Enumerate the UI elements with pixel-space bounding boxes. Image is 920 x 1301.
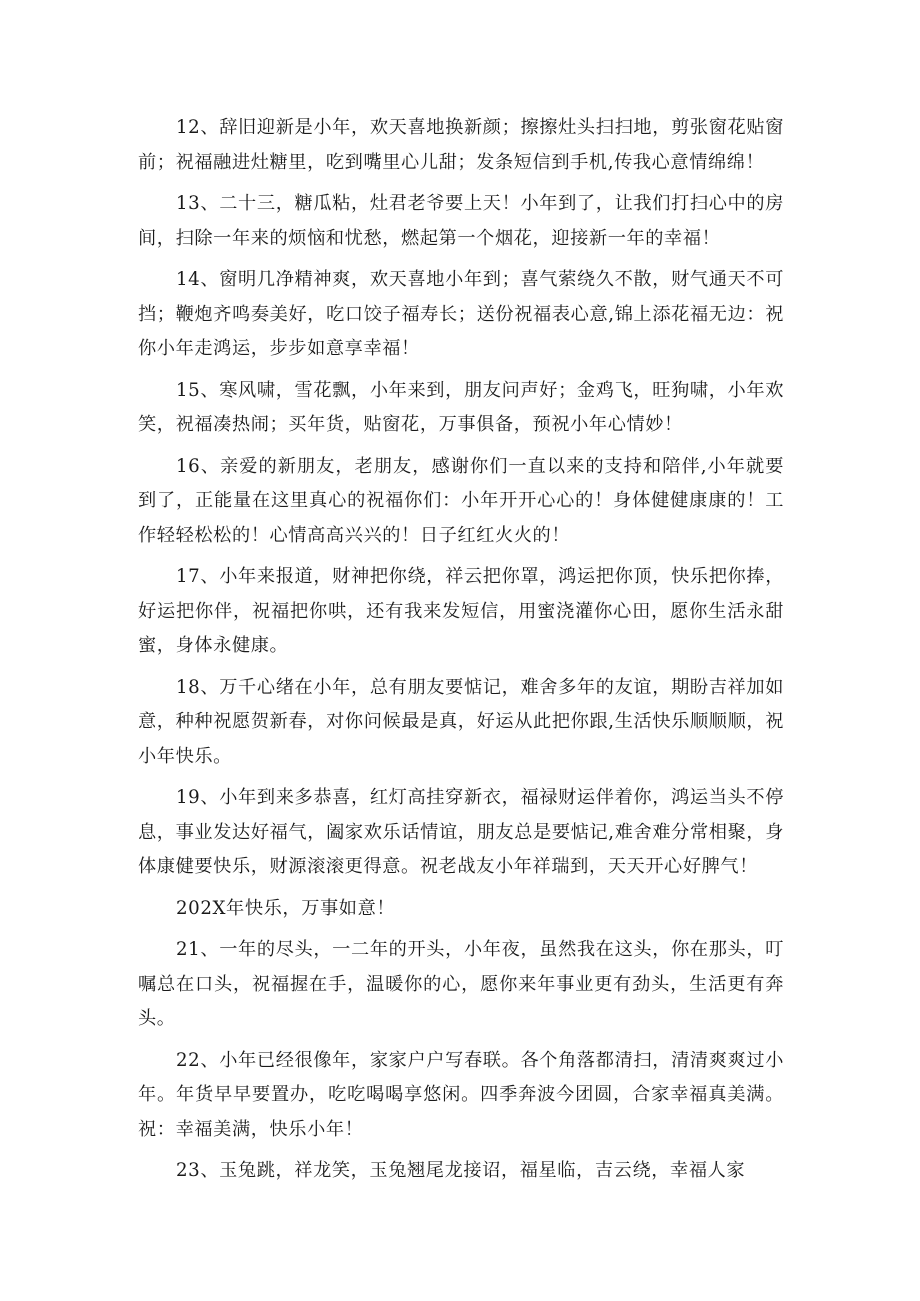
paragraph-23: 23、玉兔跳，祥龙笑，玉兔翘尾龙接诏，福星临，吉云绕，幸福人家 [176,1160,746,1181]
paragraph-14: 14、窗明几净精神爽，欢天喜地小年到；喜气萦绕久不散，财气通天不可挡；鞭炮齐鸣奏美好，吃口饺子福寿长；送份祝福表心意,锦上添花福无边：祝你小年走鸿运，步步如意享幸福！ [138,269,784,359]
paragraph-new-year-greeting: 202X年快乐，万事如意！ [176,897,396,919]
document-page [138,111,784,1196]
paragraph-16: 16、亲爱的新朋友，老朋友，感谢你们一直以来的支持和陪伴,小年就要到了，正能量在这里真心的祝福你们：小年开开心心的！身体健健康康的！工作轻轻松松的！心情高高兴兴的！日子红红火火的！ [138,455,784,546]
paragraph-18: 18、万千心绪在小年，总有朋友要惦记，难舍多年的友谊，期盼吉祥加如意，种种祝愿贺新春，对你问候最是真，好运从此把你跟,生活快乐顺顺顺，祝小年快乐。 [138,676,784,767]
paragraph-13: 13、二十三，糖瓜粘，灶君老爷要上天！小年到了，让我们打扫心中的房间，扫除一年来的烦恼和忧愁，燃起第一个烟花，迎接新一年的幸福！ [138,193,784,249]
paragraph-17: 17、小年来报道，财神把你绕，祥云把你罩，鸿运把你顶，快乐把你捧，好运把你伴，祝福把你哄，还有我来发短信，用蜜浇灌你心田，愿你生活永甜蜜，身体永健康。 [138,566,784,656]
paragraph-21: 21、一年的尽头，一二年的开头，小年夜，虽然我在这头，你在那头，叮嘱总在口头，祝福握在手，温暖你的心，愿你来年事业更有劲头，生活更有奔头。 [138,939,784,1029]
paragraph-19: 19、小年到来多恭喜，红灯高挂穿新衣，福禄财运伴着你，鸿运当头不停息，事业发达好福气，阖家欢乐话情谊，朋友总是要惦记,难舍难分常相聚，身体康健要快乐，财源滚滚更得意。祝老战友小年祥瑞到，天天开心好脾气！ [138,787,784,877]
paragraph-22: 22、小年已经很像年，家家户户写春联。各个角落都清扫，清清爽爽过小年。年货早早要置办，吃吃喝喝享悠闲。四季奔波今团圆，合家幸福真美满。祝：幸福美满，快乐小年！ [138,1049,784,1140]
paragraph-15: 15、寒风啸，雪花飘，小年来到，朋友问声好；金鸡飞，旺狗啸，小年欢笑，祝福凑热闹；买年货，贴窗花，万事俱备，预祝小年心情妙！ [138,379,784,435]
paragraph-12: 12、辞旧迎新是小年，欢天喜地换新颜；擦擦灶头扫扫地，剪张窗花贴窗前；祝福融进灶糖里，吃到嘴里心儿甜；发条短信到手机,传我心意情绵绵！ [138,117,784,173]
